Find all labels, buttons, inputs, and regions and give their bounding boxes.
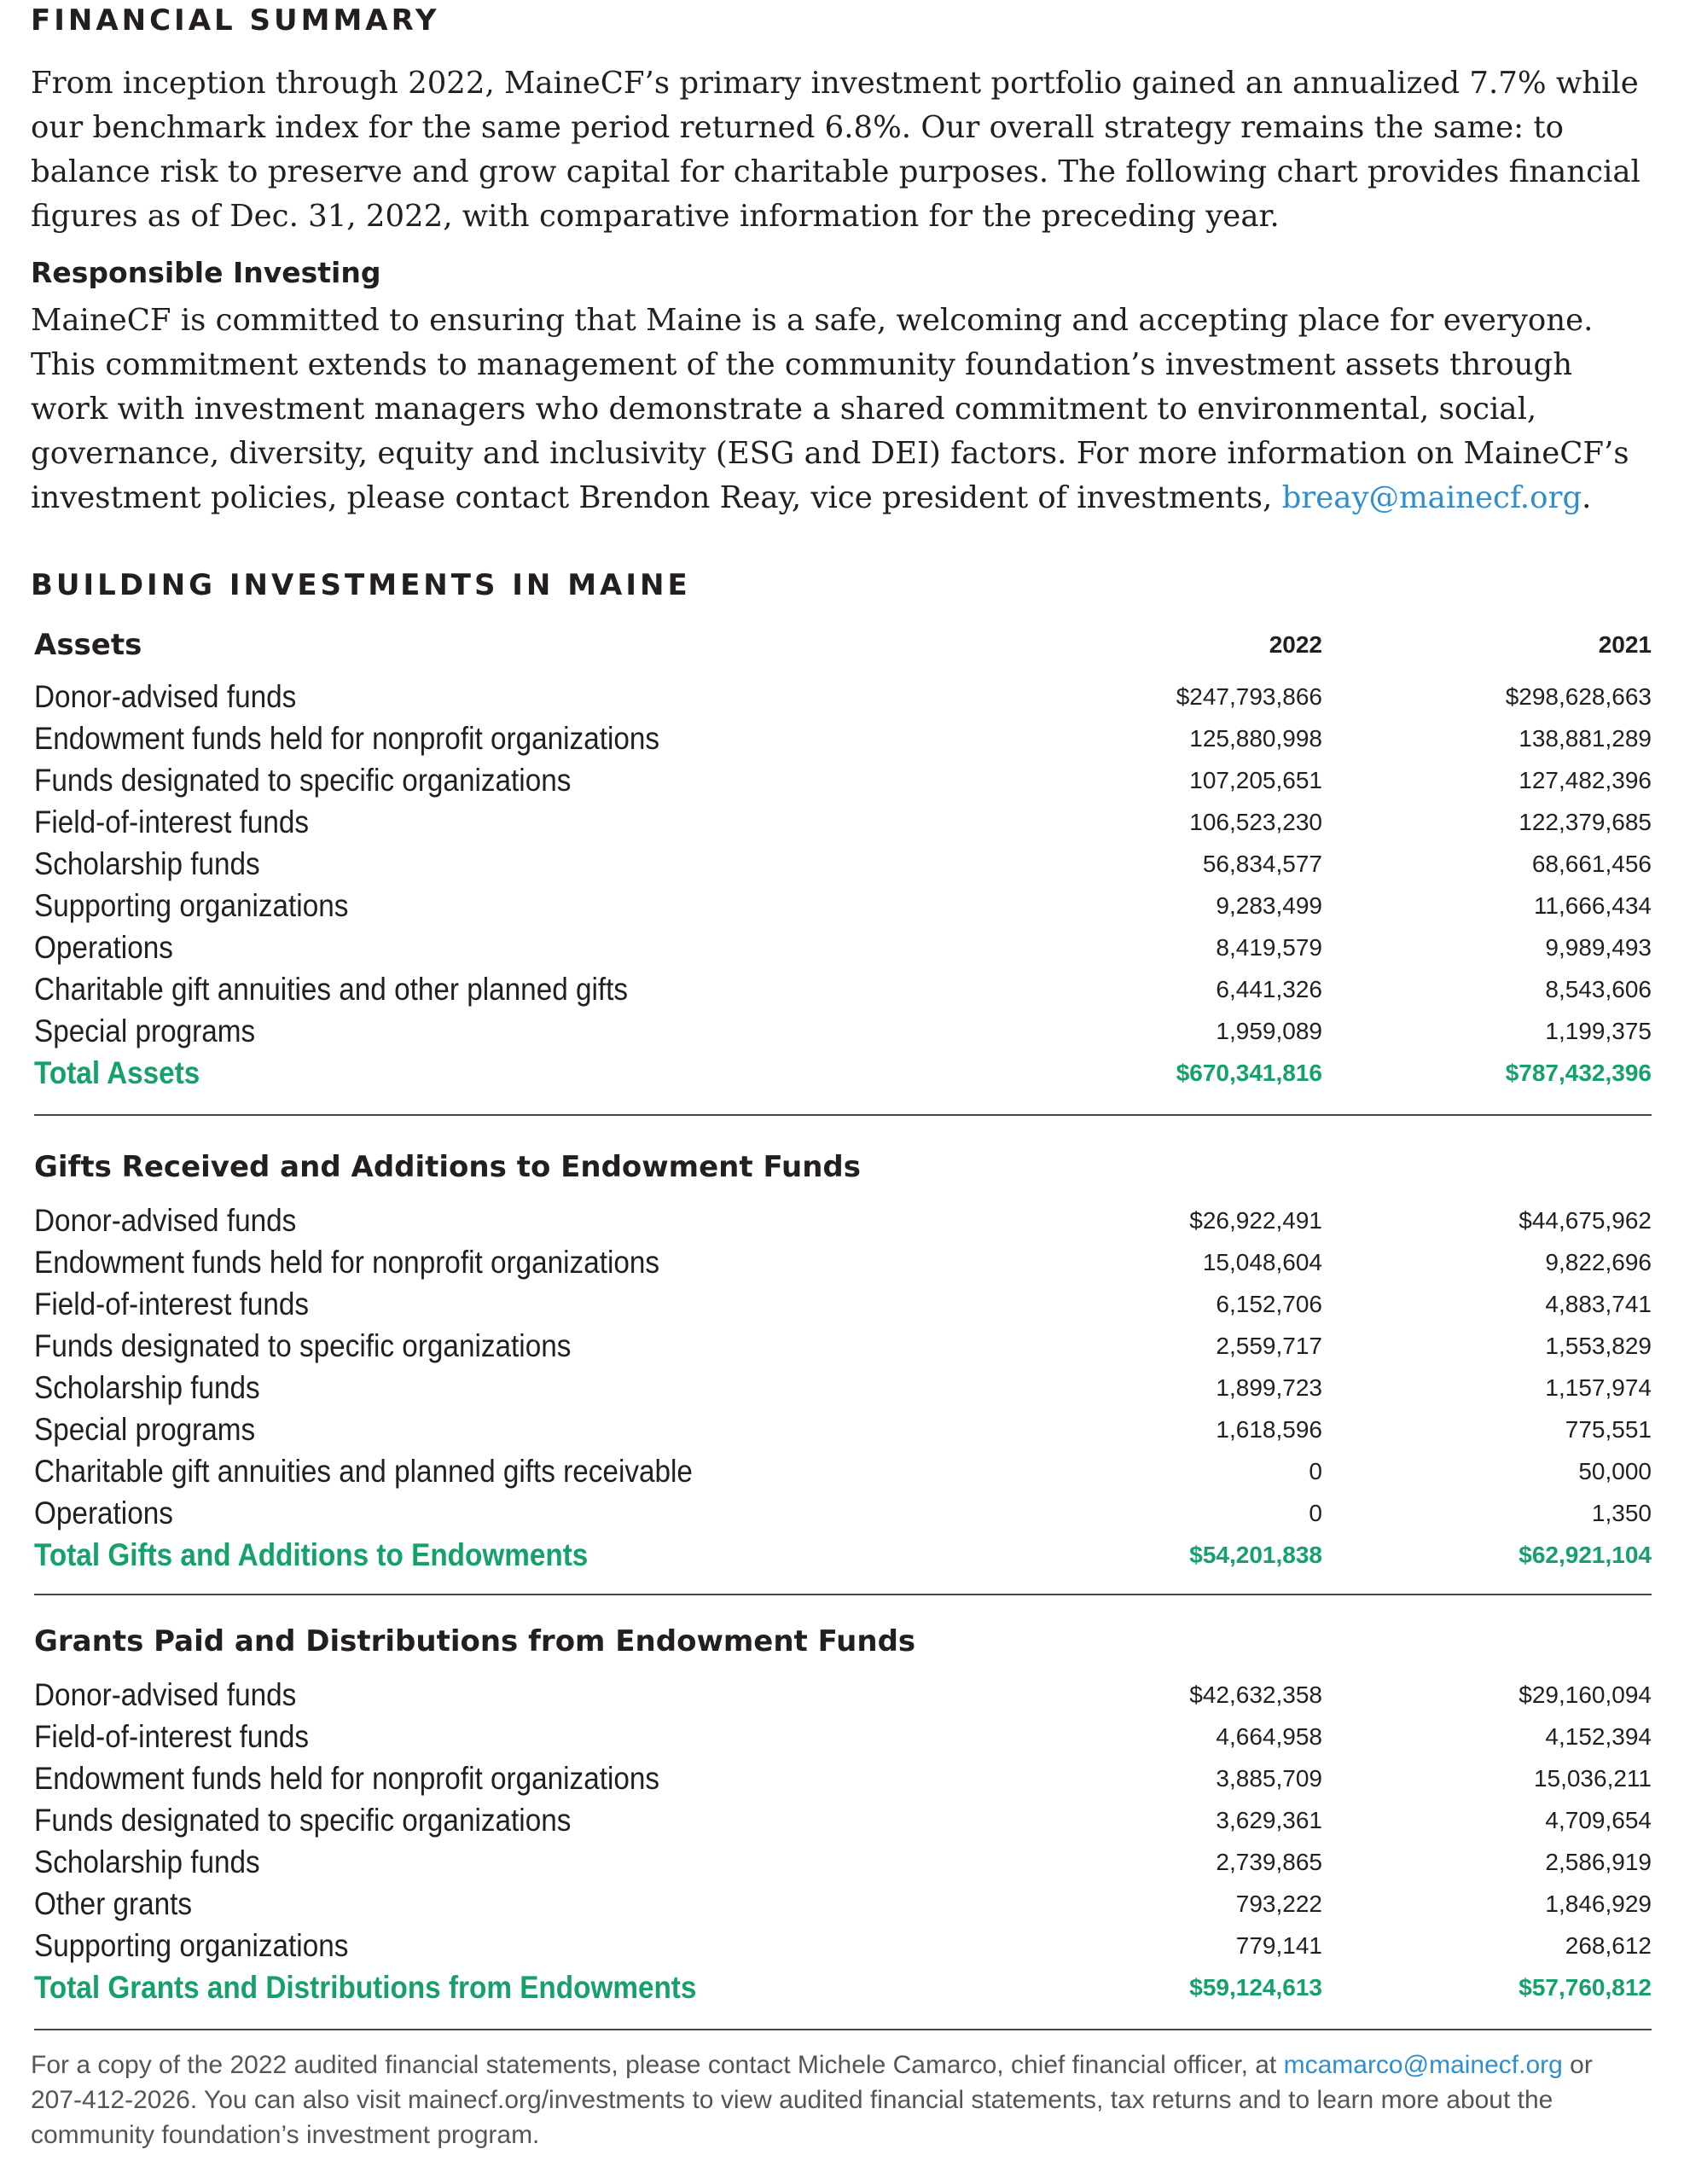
row-value-2022: 3,885,709 xyxy=(1216,1765,1322,1792)
row-label: Charitable gift annuities and other planned gifts xyxy=(34,972,629,1007)
row-value-2021: 68,661,456 xyxy=(1531,851,1652,877)
gifts-table xyxy=(34,1143,1652,1576)
row-value-2022: 6,441,326 xyxy=(1216,976,1322,1002)
row-value-2022: 3,629,361 xyxy=(1216,1807,1322,1833)
table-row xyxy=(34,759,1652,801)
row-label: Endowment funds held for nonprofit organizations xyxy=(34,721,660,756)
table-row xyxy=(34,1492,1652,1534)
row-value-2022: 107,205,651 xyxy=(1189,767,1322,793)
row-value-2021: $29,160,094 xyxy=(1519,1682,1652,1708)
row-value-2021: 1,157,974 xyxy=(1545,1374,1652,1401)
row-value-2021: 9,989,493 xyxy=(1545,934,1652,961)
footer-text-after: or 207-412-2026. You can also visit mainecf.org/investments to view audited financial statements, tax returns and to learn more about the community foundation’s investment program. xyxy=(31,2051,1593,2149)
row-label: Endowment funds held for nonprofit organizations xyxy=(34,1761,660,1796)
row-label: Donor-advised funds xyxy=(34,1677,297,1712)
row-label: Scholarship funds xyxy=(34,846,260,881)
row-label: Donor-advised funds xyxy=(34,1203,297,1238)
row-value-2022: 793,222 xyxy=(1235,1891,1322,1917)
total-value-2022: $54,201,838 xyxy=(1189,1542,1322,1568)
row-label: Special programs xyxy=(34,1412,256,1447)
divider xyxy=(34,1114,1652,1116)
total-value-2021: $57,760,812 xyxy=(1519,1974,1652,2001)
breay-email-link[interactable]: breay@mainecf.org xyxy=(1281,480,1582,515)
row-label: Charitable gift annuities and planned gifts receivable xyxy=(34,1454,693,1489)
table-row xyxy=(34,1367,1652,1409)
table-row xyxy=(34,1283,1652,1325)
row-value-2022: 2,559,717 xyxy=(1216,1333,1322,1359)
table-row xyxy=(34,1241,1652,1283)
row-label: Supporting organizations xyxy=(34,1928,349,1963)
row-label: Scholarship funds xyxy=(34,1370,260,1405)
row-value-2021: 122,379,685 xyxy=(1519,809,1652,835)
row-value-2021: 268,612 xyxy=(1565,1932,1652,1959)
table-row xyxy=(34,1925,1652,1966)
row-value-2021: 4,152,394 xyxy=(1545,1723,1652,1750)
row-label: Scholarship funds xyxy=(34,1844,260,1879)
row-label: Field-of-interest funds xyxy=(34,804,310,839)
gifts-rows xyxy=(34,1199,1652,1576)
row-value-2022: 1,618,596 xyxy=(1216,1416,1322,1443)
row-label: Field-of-interest funds xyxy=(34,1287,310,1321)
assets-rows xyxy=(34,676,1652,1094)
row-value-2021: 775,551 xyxy=(1565,1416,1652,1443)
table-row xyxy=(34,968,1652,1010)
responsible-investing-end: . xyxy=(1582,480,1592,515)
row-label: Operations xyxy=(34,1496,173,1531)
row-value-2021: 9,822,696 xyxy=(1545,1249,1652,1275)
row-value-2022: 4,664,958 xyxy=(1216,1723,1322,1750)
total-label: Total Grants and Distributions from Endowments xyxy=(34,1970,697,2005)
table-row xyxy=(34,717,1652,759)
row-value-2021: 8,543,606 xyxy=(1545,976,1652,1002)
financial-summary-heading: FINANCIAL SUMMARY xyxy=(31,3,440,38)
row-value-2022: 56,834,577 xyxy=(1202,851,1322,877)
responsible-investing-text: MaineCF is committed to ensuring that Maine is a safe, welcoming and accepting place for everyone. This commitment extends to management of the community foundation’s investment assets through work with investment managers who demonstrate a shared commitment to environmental, social, governance, diversity, equity and inclusivity (ESG and DEI) factors. For more information on MaineCF’s investment policies, please contact Brendon Reay, vice president of investments, xyxy=(31,303,1629,515)
table-row xyxy=(34,1010,1652,1052)
total-label: Total Gifts and Additions to Endowments xyxy=(34,1537,589,1572)
row-label: Supporting organizations xyxy=(34,888,349,923)
year-header-2021: 2021 xyxy=(1598,631,1652,658)
table-row xyxy=(34,1409,1652,1450)
row-value-2022: 1,899,723 xyxy=(1216,1374,1322,1401)
row-value-2022: 2,739,865 xyxy=(1216,1849,1322,1875)
divider xyxy=(34,1594,1652,1595)
total-label: Total Assets xyxy=(34,1055,200,1090)
row-value-2021: $44,675,962 xyxy=(1519,1207,1652,1234)
grants-title: Grants Paid and Distributions from Endowment Funds xyxy=(34,1624,916,1658)
row-value-2021: 1,553,829 xyxy=(1545,1333,1652,1359)
year-header-2022: 2022 xyxy=(1269,631,1322,658)
table-row xyxy=(34,926,1652,968)
table-row xyxy=(34,1799,1652,1841)
row-value-2022: $247,793,866 xyxy=(1176,683,1322,710)
row-label: Donor-advised funds xyxy=(34,679,297,714)
row-value-2021: $298,628,663 xyxy=(1505,683,1652,710)
row-label: Funds designated to specific organizations xyxy=(34,1328,572,1363)
table-row xyxy=(34,1199,1652,1241)
row-value-2021: 1,199,375 xyxy=(1545,1018,1652,1044)
mcamarco-email-link[interactable]: mcamarco@mainecf.org xyxy=(1283,2051,1563,2079)
row-value-2022: 0 xyxy=(1309,1458,1322,1484)
total-row xyxy=(34,1052,1652,1094)
row-label: Other grants xyxy=(34,1886,193,1921)
row-value-2022: 106,523,230 xyxy=(1189,809,1322,835)
total-value-2021: $62,921,104 xyxy=(1519,1542,1652,1568)
row-value-2022: 6,152,706 xyxy=(1216,1291,1322,1317)
footer-text-before: For a copy of the 2022 audited financial statements, please contact Michele Camarco, chief financial officer, at xyxy=(31,2051,1284,2079)
table-row xyxy=(34,1450,1652,1492)
responsible-investing-paragraph xyxy=(31,299,1643,520)
financial-summary-paragraph: From inception through 2022, MaineCF’s primary investment portfolio gained an annualized 7.7% while our benchmark index for the same period returned 6.8%. Our overall strategy remains the same: to balance risk to preserve and grow capital for charitable purposes. The following chart provides financial figures as of Dec. 31, 2022, with comparative information for the preceding year. xyxy=(31,66,1640,234)
row-value-2022: 779,141 xyxy=(1235,1932,1322,1959)
row-value-2022: $42,632,358 xyxy=(1189,1682,1322,1708)
table-row xyxy=(34,1841,1652,1883)
row-value-2022: 15,048,604 xyxy=(1202,1249,1322,1275)
building-investments-heading: BUILDING INVESTMENTS IN MAINE xyxy=(31,568,691,602)
table-row xyxy=(34,1716,1652,1757)
assets-table xyxy=(34,621,1652,1094)
row-value-2022: 0 xyxy=(1309,1500,1322,1526)
total-row xyxy=(34,1966,1652,2008)
divider xyxy=(34,2029,1652,2030)
total-value-2022: $670,341,816 xyxy=(1176,1060,1322,1086)
row-label: Special programs xyxy=(34,1014,256,1048)
row-value-2021: 50,000 xyxy=(1578,1458,1652,1484)
row-value-2021: 138,881,289 xyxy=(1519,725,1652,752)
row-value-2021: 11,666,434 xyxy=(1533,892,1652,919)
table-row xyxy=(34,801,1652,843)
row-value-2021: 15,036,211 xyxy=(1533,1765,1652,1792)
total-row xyxy=(34,1534,1652,1576)
table-row xyxy=(34,1883,1652,1925)
table-row xyxy=(34,1325,1652,1367)
grants-table xyxy=(34,1618,1652,2008)
footer-note xyxy=(31,2048,1617,2152)
table-row xyxy=(34,1674,1652,1716)
row-value-2022: $26,922,491 xyxy=(1189,1207,1322,1234)
table-row xyxy=(34,843,1652,885)
gifts-title: Gifts Received and Additions to Endowment Funds xyxy=(34,1150,861,1184)
row-value-2021: 2,586,919 xyxy=(1545,1849,1652,1875)
row-value-2021: 1,350 xyxy=(1591,1500,1652,1526)
row-label: Funds designated to specific organizations xyxy=(34,763,572,798)
table-row xyxy=(34,676,1652,717)
row-label: Endowment funds held for nonprofit organizations xyxy=(34,1245,660,1280)
row-value-2021: 1,846,929 xyxy=(1545,1891,1652,1917)
grants-rows xyxy=(34,1674,1652,2008)
row-value-2021: 127,482,396 xyxy=(1519,767,1652,793)
row-value-2022: 125,880,998 xyxy=(1189,725,1322,752)
responsible-investing-heading: Responsible Investing xyxy=(31,256,381,289)
total-value-2022: $59,124,613 xyxy=(1189,1974,1322,2001)
total-value-2021: $787,432,396 xyxy=(1505,1060,1652,1086)
row-label: Operations xyxy=(34,930,173,965)
assets-title-text: Assets xyxy=(34,628,142,662)
row-label: Field-of-interest funds xyxy=(34,1719,310,1754)
row-value-2021: 4,709,654 xyxy=(1545,1807,1652,1833)
row-value-2021: 4,883,741 xyxy=(1545,1291,1652,1317)
row-value-2022: 1,959,089 xyxy=(1216,1018,1322,1044)
row-value-2022: 8,419,579 xyxy=(1216,934,1322,961)
assets-title xyxy=(34,621,1652,669)
row-label: Funds designated to specific organizations xyxy=(34,1803,572,1838)
row-value-2022: 9,283,499 xyxy=(1216,892,1322,919)
table-row xyxy=(34,1757,1652,1799)
table-row xyxy=(34,885,1652,926)
